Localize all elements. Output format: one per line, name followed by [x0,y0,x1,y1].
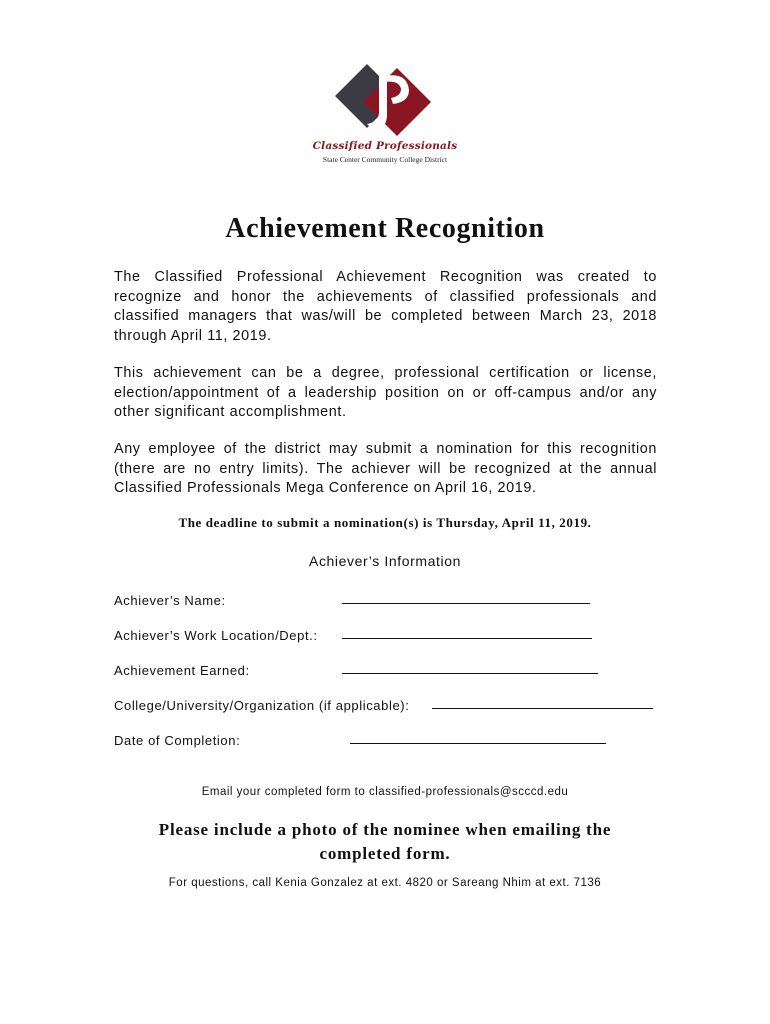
eligibility-paragraph: This achievement can be a degree, professional certification or license, election/appointment of a leadership position on or off-campus and/or any other significant accomplishment. [114,365,657,420]
photo-instruction: Please include a photo of the nominee when emailing the completed form. [158,820,612,863]
org-subtitle: State Center Community College District [322,155,448,164]
deadline-notice: The deadline to submit a nomination(s) is Thursday, April 11, 2019. [178,515,592,530]
field-line-completion-date[interactable] [350,743,606,744]
field-label-completion-date: Date of Completion: [114,733,241,748]
field-label-organization: College/University/Organization (if applicable): [114,698,410,713]
field-line-achievement[interactable] [342,673,598,674]
field-label-work-location: Achiever’s Work Location/Dept.: [114,628,318,643]
email-instruction: Email your completed form to classified-professionals@scccd.edu [201,786,569,798]
field-line-organization[interactable] [432,708,653,709]
page-title: Achievement Recognition [225,213,545,244]
field-label-name: Achiever’s Name: [114,593,226,608]
field-line-work-location[interactable] [342,638,592,639]
field-line-name[interactable] [342,603,590,604]
org-name: Classified Professionals [312,140,458,152]
field-label-achievement: Achievement Earned: [114,663,250,678]
intro-paragraph: The Classified Professional Achievement Recognition was created to recognize and honor the achievements of classified professionals and classified managers that was/will be completed between March 23, 2018 through April 11, 2019. [114,269,657,344]
section-title-achiever-info: Achiever’s Information [309,553,461,569]
contact-info: For questions, call Kenia Gonzalez at ext. 4820 or Sareang Nhim at ext. 7136 [168,877,602,889]
nomination-paragraph: Any employee of the district may submit a nomination for this recognition (there are no entry limits). The achiever will be recognized at the annual Classified Professionals Mega Conference on April 16, 2019. [114,441,657,496]
